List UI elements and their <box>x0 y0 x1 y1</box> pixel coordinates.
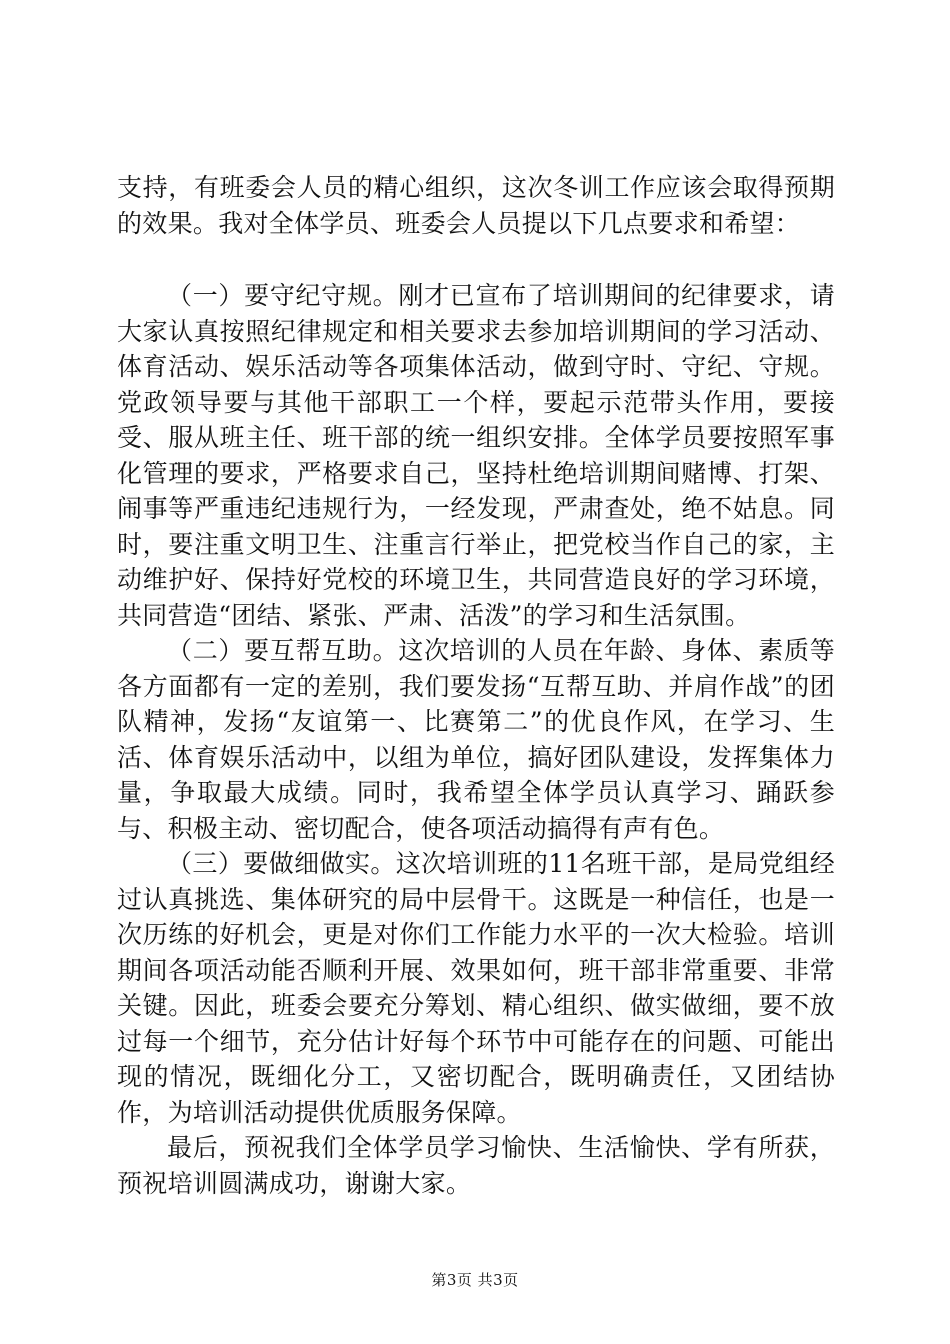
paragraph-discipline: （一）要守纪守规。刚才已宣布了培训期间的纪律要求，请大家认真按照纪律规定和相关要求去参加培训期间的学习活动、体育活动、娱乐活动等各项集体活动，做到守时、守纪、守规。党政领导要与其他干部职工一个样，要起示范带头作用，要接受、服从班主任、班干部的统一组织安排。全体学员要按照军事化管理的要求，严格要求自己，坚持杜绝培训期间赌博、打架、闹事等严重违纪违规行为，一经发现，严肃查处，绝不姑息。同时，要注重文明卫生、注重言行举止，把党校当作自己的家，主动维护好、保持好党校的环境卫生，共同营造良好的学习环境，共同营造“团结、紧张、严肃、活泼”的学习和生活氛围。 <box>117 281 835 630</box>
document-body <box>117 170 835 1201</box>
paragraph-detail-work: （三）要做细做实。这次培训班的11名班干部，是局党组经过认真挑选、集体研究的局中层骨干。这既是一种信任，也是一次历练的好机会，更是对你们工作能力水平的一次大检验。培训期间各项活动能否顺利开展、效果如何，班干部非常重要、非常关键。因此，班委会要充分筹划、精心组织、做实做细，要不放过每一个细节，充分估计好每个环节中可能存在的问题、可能出现的情况，既细化分工，又密切配合，既明确责任，又团结协作，为培训活动提供优质服务保障。 <box>117 849 835 1127</box>
paragraph-continuation: 支持，有班委会人员的精心组织，这次冬训工作应该会取得预期的效果。我对全体学员、班委会人员提以下几点要求和希望： <box>117 173 835 238</box>
page-footer: 第3页 共3页 <box>431 1271 519 1289</box>
paragraph-gap <box>117 241 835 278</box>
paragraph-mutual-help: （二）要互帮互助。这次培训的人员在年龄、身体、素质等各方面都有一定的差别，我们要发扬“互帮互助、并肩作战”的团队精神，发扬“友谊第一、比赛第二”的优良作风，在学习、生活、体育娱乐活动中，以组为单位，搞好团队建设，发挥集体力量，争取最大成绩。同时，我希望全体学员认真学习、踊跃参与、积极主动、密切配合，使各项活动搞得有声有色。 <box>117 636 835 843</box>
paragraph-closing: 最后，预祝我们全体学员学习愉快、生活愉快、学有所获，预祝培训圆满成功，谢谢大家。 <box>117 1133 835 1198</box>
